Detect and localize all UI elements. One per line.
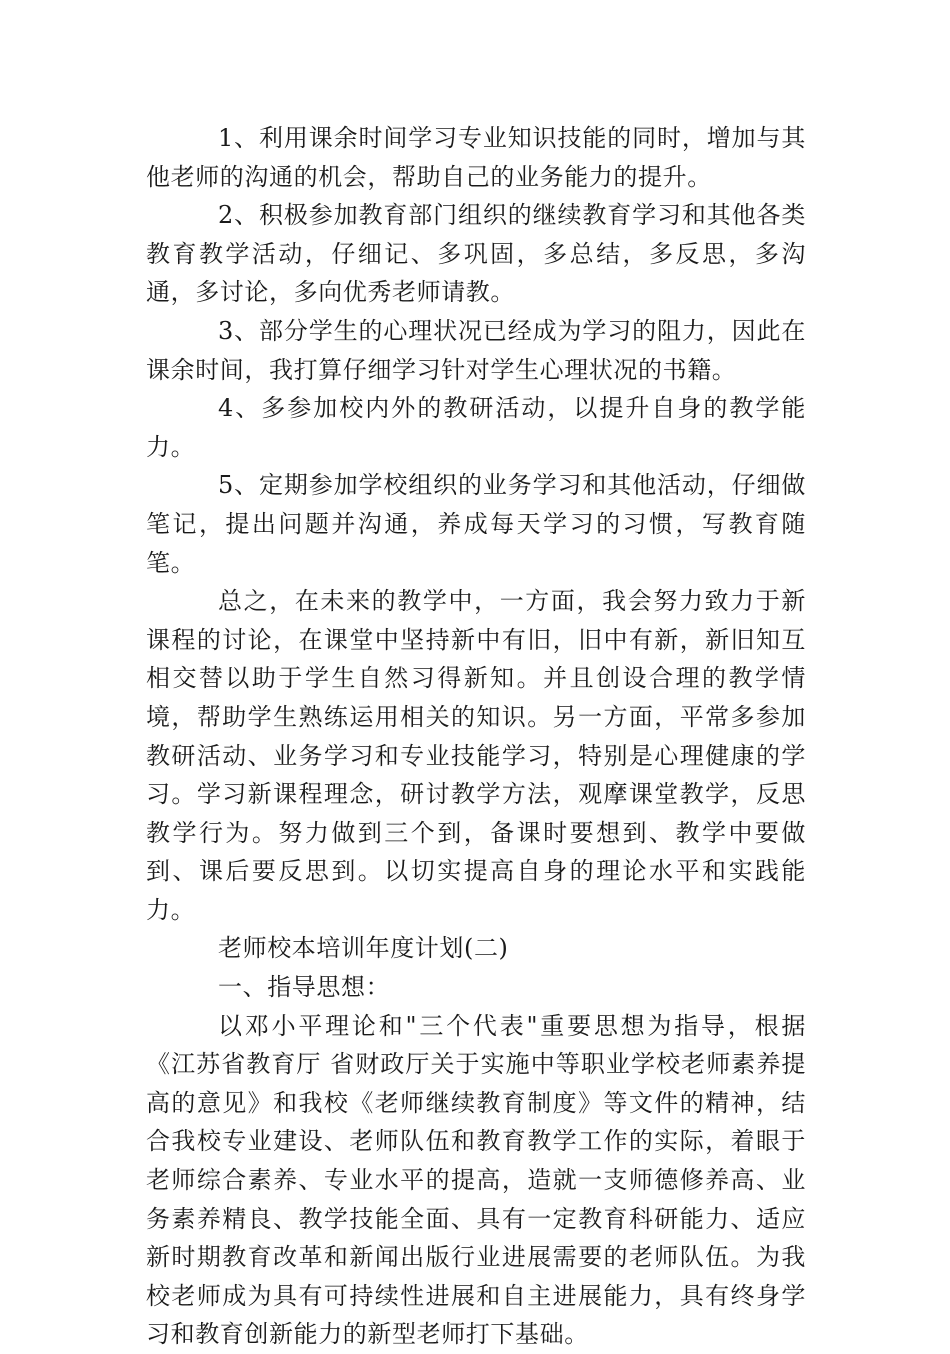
paragraph-item-5: 5、定期参加学校组织的业务学习和其他活动，仔细做笔记，提出问题并沟通，养成每天学习的习惯，写教育随笔。	[146, 471, 806, 577]
paragraph-item-3: 3、部分学生的心理状况已经成为学习的阻力，因此在课余时间，我打算仔细学习针对学生心理状况的书籍。	[146, 316, 806, 384]
section-title: 老师校本培训年度计划(二)	[218, 934, 509, 963]
paragraph-item-4: 4、多参加校内外的教研活动，以提升自身的教学能力。	[146, 394, 806, 461]
subsection-heading: 一、指导思想：	[218, 973, 391, 1002]
summary-paragraph: 总之，在未来的教学中，一方面，我会努力致力于新课程的讨论，在课堂中坚持新中有旧，旧中有新，新旧知互相交替以助于学生自然习得新知。并且创设合理的教学情境，帮助学生熟练运用相关的知识。另一方面，平常多参加教研活动、业务学习和专业技能学习，特别是心理健康的学习。学习新课程理念，研讨教学方法，观摩课堂教学，反思教学行为。努力做到三个到，备课时要想到、教学中要做到、课后要反思到。以切实提高自身的理论水平和实践能力。	[146, 587, 806, 924]
paragraph-item-2: 2、积极参加教育部门组织的继续教育学习和其他各类教育教学活动，仔细记、多巩固，多总结，多反思，多沟通，多讨论，多向优秀老师请教。	[146, 201, 806, 307]
document-body	[146, 119, 806, 1354]
guiding-thought-paragraph: 以邓小平理论和"三个代表"重要思想为指导，根据《江苏省教育厅 省财政厅关于实施中等职业学校老师素养提高的意见》和我校《老师继续教育制度》等文件的精神，结合我校专业建设、老师队伍和教育教学工作的实际，着眼于老师综合素养、专业水平的提高，造就一支师德修养高、业务素养精良、教学技能全面、具有一定教育科研能力、适应新时期教育改革和新闻出版行业进展需要的老师队伍。为我校老师成为具有可持续性进展和自主进展能力，具有终身学习和教育创新能力的新型老师打下基础。	[146, 1011, 806, 1349]
paragraph-item-1: 1、利用课余时间学习专业知识技能的同时，增加与其他老师的沟通的机会，帮助自己的业务能力的提升。	[146, 124, 806, 191]
